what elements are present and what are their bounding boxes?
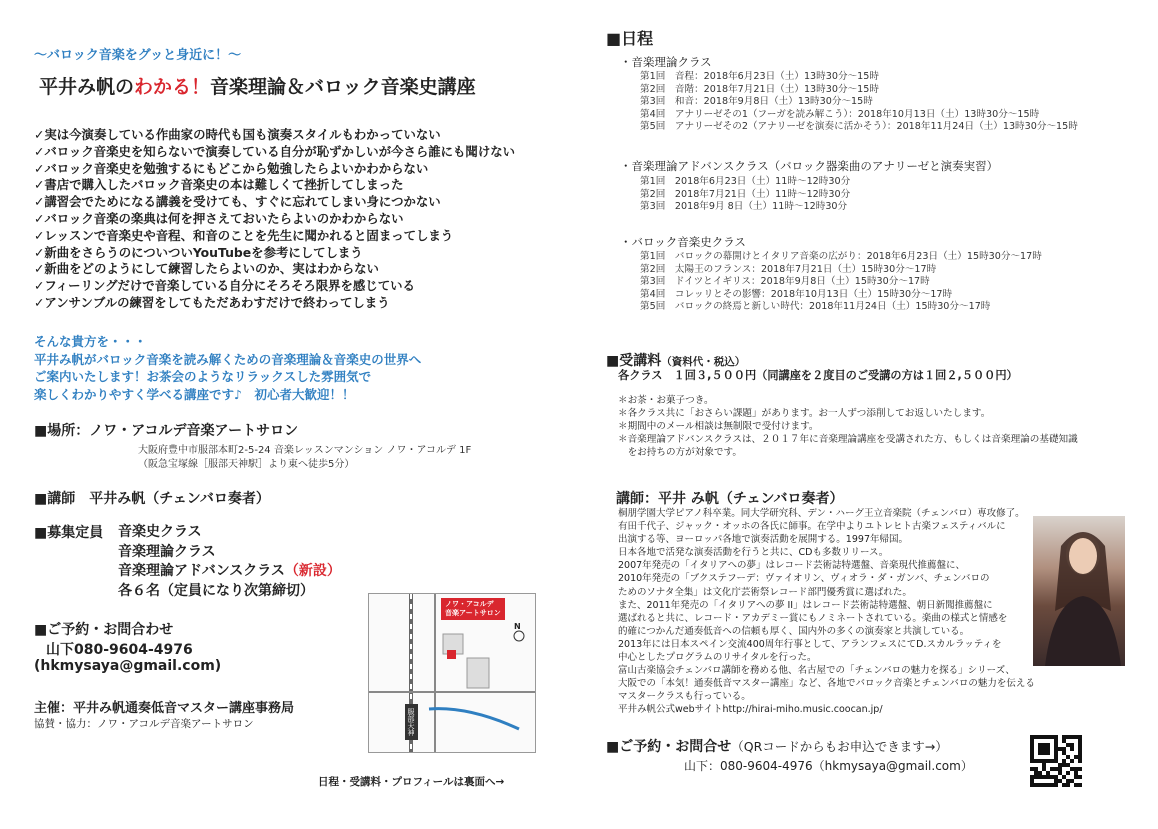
bio-line: 出演する等、ヨーロッパ各地で演奏活動を展開する。1997年帰国。 [618,534,908,546]
qr-module [1054,779,1058,783]
class-heading: ・音楽理論アドバンスクラス（バロック器楽曲のアナリーゼと演奏実習） [620,159,999,173]
qr-module [1034,759,1038,763]
qr-module [1042,747,1046,751]
schedule-list [640,71,1078,134]
qr-module [1054,751,1058,755]
qr-module [1030,735,1034,739]
qr-module [1034,775,1038,779]
bio-line: ためのソナタ全集」は文化庁芸術祭レコード部門優秀賞に選ばれた。 [618,586,912,598]
qr-module [1038,771,1042,775]
qr-module [1078,739,1082,743]
qr-module [1038,751,1042,755]
promo-line: 平井み帆がバロック音楽を読み解くための音楽理論＆音楽史の世界へ [34,351,422,367]
qr-module [1046,783,1050,787]
check-icon: ✓ [34,194,45,210]
river [429,709,519,729]
qr-module [1058,779,1062,783]
schedule-item: 第1回 音程：2018年6月23日（土）13時30分～15時 [640,71,879,82]
bio-line: 中心としたプログラムのリサイタルを行った。 [618,652,817,664]
footer-note: 日程・受講料・プロフィールは裏面へ→ [318,776,505,788]
qr-module [1078,759,1082,763]
check-icon: ✓ [34,210,45,226]
contact-label: ■ご予約・お問合わせ [34,622,174,638]
schedule-item: 第3回 和音：2018年9月8日（土）13時30分～15時 [640,96,873,108]
qr-code-icon[interactable] [1030,735,1082,787]
qr-module [1054,775,1058,779]
capacity-note: 各６名（定員になり次第締切） [118,582,314,599]
new-badge: （新設） [284,563,341,579]
checklist-text: フィーリングだけで音楽している自分にそろそろ限界を感じている [44,278,415,294]
bio-line: 2007年発売の「イタリアへの夢」はレコード芸術誌特選盤、音楽現代推薦盤に、 [618,560,965,572]
checklist-text: アンサンブルの練習をしてもただあわすだけで終わってしまう [44,294,390,310]
instructor-photo [1033,516,1125,666]
qr-module [1030,739,1034,743]
checklist-item [34,177,515,194]
check-icon: ✓ [34,227,45,243]
qr-module [1034,767,1038,771]
qr-module [1054,735,1058,739]
bio-line: 平井み帆公式webサイトhttp://hirai-miho.music.coocan.jp/ [618,704,883,716]
profile-bio [618,507,1035,717]
instructor-label: ■講師 平井み帆（チェンバロ奏者） [34,491,270,507]
page-title [39,72,476,99]
promo-text [34,333,421,403]
qr-module [1054,759,1058,763]
checklist-item [34,161,515,178]
note-item: をお持ちの方が対象です。 [618,447,742,458]
bio-line: 富山古楽協会チェンバロ講師を務める他、名古屋での「チェンバロの魅力を探る」シリーズ、 [618,665,1015,677]
salon-map-label [441,598,505,620]
qr-module [1042,783,1046,787]
north-arrow-icon [514,631,524,641]
qr-module [1070,779,1074,783]
fee-line: 各クラス １回３,５００円（同講座を２度目のご受講の方は１回２,５００円） [618,369,1018,382]
class-heading: ・バロック音楽史クラス [620,235,746,249]
check-icon: ✓ [34,127,45,142]
contact-line: 山下：080-9604-4976（hkmysaya@gmail.com） [684,759,973,773]
north-label: N [514,622,521,631]
checklist-text: 書店で購入したバロック音楽史の本は難しくて挫折してしまった [44,177,404,193]
note-item: ＊音楽理論アドバンスクラスは、２０１７年に音楽理論講座を受講された方、もしくは音楽理論の基礎知識 [618,434,1078,445]
contact-phone: 山下080-9604-4976 [46,642,193,658]
checklist-text: レッスンで音楽史や音程、和音のことを先生に聞かれると固まってしまう [44,227,454,243]
note-item: ＊お茶・お菓子つき。 [618,395,714,406]
salon-marker [447,650,456,659]
qr-module [1078,735,1082,739]
qr-module [1050,767,1054,771]
salon-map-label-line: 音楽アートサロン [445,609,501,617]
checklist-text: バロック音楽史を勉強するにもどこから勉強したらよいかわからない [44,160,429,176]
qr-module [1070,759,1074,763]
checklist-text: 実は今演奏している作曲家の時代も国も演奏スタイルもわかっていない [44,127,441,142]
contact-qr-note: （QRコードからもお申込できます→） [731,739,948,754]
qr-module [1046,735,1050,739]
qr-module [1074,735,1078,739]
qr-module [1046,751,1050,755]
qr-module [1042,743,1046,747]
qr-module [1038,743,1042,747]
qr-module [1030,767,1034,771]
qr-module [1030,755,1034,759]
title-post: 音楽理論＆バロック音楽史講座 [210,76,476,98]
right-page [580,0,1158,829]
qr-module [1042,751,1046,755]
schedule-item: 第2回 音階：2018年7月21日（土）13時30分～15時 [640,83,879,95]
qr-module [1058,771,1062,775]
schedule-item: 第1回 バロックの幕開けとイタリア音楽の広がり：2018年6月23日（土）15時30分～17時 [640,251,1042,262]
title-highlight: わかる！ [134,76,211,98]
capacity-item-label: 音楽理論アドバンスクラス [118,563,285,579]
qr-module [1050,759,1054,763]
note-item: ＊各クラス共に「おさらい課題」があります。お一人ずつ添削してお返しいたします。 [618,408,991,419]
promo-line: 楽しくわかりやすく学べる講座です♪ 初心者大歓迎！！ [34,386,355,402]
qr-module [1030,751,1034,755]
qr-module [1038,735,1042,739]
qr-module [1070,743,1074,747]
checklist-text: 講習会でためになる講義を受けても、すぐに忘れてしまい身につかない [44,194,441,210]
checklist-item [34,261,515,278]
qr-module [1066,783,1070,787]
qr-module [1046,771,1050,775]
check-icon: ✓ [34,278,45,294]
qr-module [1046,775,1050,779]
qr-module [1042,735,1046,739]
qr-module [1054,747,1058,751]
organizer: 主催：平井み帆通奏低音マスター講座事務局 [34,701,295,716]
class-heading: ・音楽理論クラス [620,55,712,69]
checklist [34,127,515,312]
tagline: ～バロック音楽をグッと身近に！～ [34,48,242,63]
qr-module [1066,763,1070,767]
qr-module [1054,739,1058,743]
checklist-text: バロック音楽史を知らないで演奏している自分が恥ずかしいが今さら誰にも聞けない [44,143,515,159]
capacity-item: 音楽理論クラス [118,543,216,560]
qr-code[interactable] [1030,735,1082,787]
qr-module [1046,747,1050,751]
check-icon: ✓ [34,261,45,277]
bio-line: 日本各地で活発な演奏活動を行うと共に、CDも多数リリース。 [618,547,889,559]
qr-module [1042,775,1046,779]
qr-module [1074,783,1078,787]
fee-title: ■受講料 [606,353,662,369]
schedule-item: 第2回 太陽王のフランス：2018年7月21日（土）15時30分～17時 [640,263,937,275]
qr-module [1078,743,1082,747]
qr-module [1054,743,1058,747]
checklist-item [34,211,515,228]
bio-line: 桐朋学園大学ピアノ科卒業。同大学研究科、デン・ハーグ王立音楽院（チェンバロ）専攻修了。 [618,508,1025,519]
capacity-item [118,562,341,582]
qr-module [1070,747,1074,751]
qr-module [1054,767,1058,771]
qr-module [1066,735,1070,739]
qr-module [1074,775,1078,779]
schedule-item: 第4回 コレッリとその影響：2018年10月13日（土）15時30分～17時 [640,288,953,300]
station-label: 服部天神 [407,708,415,736]
qr-module [1078,755,1082,759]
cooperation: 協賛・協力：ノワ・アコルデ音楽アートサロン [34,718,254,730]
qr-module [1030,779,1034,783]
qr-module [1074,755,1078,759]
qr-module [1066,779,1070,783]
qr-module [1078,775,1082,779]
contact-title: ■ご予約・お問合せ [606,739,732,755]
qr-module [1058,763,1062,767]
qr-module [1074,771,1078,775]
qr-module [1050,735,1054,739]
checklist-item [34,127,515,144]
qr-module [1046,759,1050,763]
schedule-item: 第5回 バロックの終焉と新しい時代：2018年11月24日（土）15時30分～17時 [640,301,991,313]
qr-module [1050,775,1054,779]
qr-module [1062,783,1066,787]
venue-label: ■場所：ノワ・アコルデ音楽アートサロン [34,423,299,439]
salon-map-label-line: ノワ・アコルデ [445,600,494,608]
qr-module [1062,735,1066,739]
qr-module [1062,739,1066,743]
qr-module [1042,767,1046,771]
schedule-item: 第1回 2018年6月23日（土）11時～12時30分 [640,176,851,187]
schedule-item: 第5回 アナリーゼその2（アナリーゼを演奏に活かそう）：2018年11月24日（土）13時30分～15時 [640,121,1078,133]
qr-module [1034,783,1038,787]
checklist-item [34,245,515,262]
qr-module [1062,775,1066,779]
qr-module [1078,767,1082,771]
qr-module [1046,743,1050,747]
check-icon: ✓ [34,244,45,260]
fee-subtitle: （資料代・税込） [661,356,746,368]
contact-heading [606,736,948,756]
qr-module [1042,763,1046,767]
qr-module [1066,755,1070,759]
qr-module [1034,735,1038,739]
qr-module [1030,759,1034,763]
qr-module [1038,783,1042,787]
bio-line: 大阪での「本気！通奏低音マスター講座」など、各地でバロック音楽とチェンバロの魅力を伝える [618,678,1035,690]
schedule-item: 第3回 ドイツとイギリス：2018年9月8日（土）15時30分～17時 [640,276,930,288]
venue-address: 大阪府豊中市服部本町2-5-24 音楽レッスンマンション ノワ・アコルデ 1F [138,445,472,456]
qr-module [1070,767,1074,771]
qr-module [1070,735,1074,739]
qr-module [1038,747,1042,751]
qr-module [1078,747,1082,751]
title-pre: 平井み帆の [39,76,135,98]
check-icon: ✓ [34,143,45,159]
qr-module [1066,743,1070,747]
schedule-list [640,176,850,214]
note-item: ＊期間中のメール相談は無制限で受付けます。 [618,421,819,432]
schedule-item: 第4回 アナリーゼその1（フーガを読み解こう）：2018年10月13日（土）13時30分～15時 [640,108,1040,120]
bio-line: 2010年発売の「ブクステフーデ：ヴァイオリン、ヴィオラ・ダ・ガンバ、チェンバロの [618,573,990,585]
bio-line: マスタークラスも行っている。 [618,691,751,703]
qr-module [1062,751,1066,755]
qr-module [1062,763,1066,767]
qr-module [1034,771,1038,775]
bio-line: また、2011年発売の「イタリアへの夢 II」はレコード芸術誌特選盤、朝日新聞推薦盤に [618,599,993,611]
qr-module [1054,783,1058,787]
schedule-heading: ■日程 [606,29,654,48]
capacity-list [118,523,341,601]
notes [618,394,1078,459]
check-icon: ✓ [34,294,45,310]
qr-module [1030,747,1034,751]
checklist-item [34,228,515,245]
checklist-text: 新曲をどのようにして練習したらよいのか、実はわからない [44,261,379,277]
checklist-item [34,295,515,312]
qr-module [1074,767,1078,771]
qr-module [1042,759,1046,763]
qr-module [1038,775,1042,779]
qr-module [1030,783,1034,787]
venue-access: （阪急宝塚線［服部天神駅］より東へ徒歩5分） [138,459,355,470]
qr-module [1058,747,1062,751]
bio-line: 選ばれると共に、レコード・アカデミー賞にもノミネートされている。楽曲の様式と情感を [618,612,1008,624]
bio-line: 有田千代子、ジャック・オッホの各氏に師事。在学中よりユトレヒト古楽フェスティバルに [618,521,1006,533]
check-icon: ✓ [34,160,45,176]
qr-module [1050,783,1054,787]
qr-module [1038,759,1042,763]
access-map [368,593,536,753]
qr-module [1030,775,1034,779]
bio-line: 2013年には日本スペイン交流400周年行事として、アランフェスにてD.スカルラッティを [618,638,1002,650]
schedule-list [640,251,1042,314]
checklist-item [34,194,515,211]
qr-module [1062,747,1066,751]
qr-module [1054,755,1058,759]
qr-module [1066,771,1070,775]
checklist-text: バロック音楽の楽典は何を押さえておいたらよいのかわからない [44,210,404,226]
capacity-item: 音楽史クラス [118,524,202,540]
checklist-text: 新曲をさらうのについついYouTubeを参考にしてしまう [44,244,363,260]
profile-heading: 講師：平井 み帆（チェンバロ奏者） [616,491,844,507]
checklist-item [34,144,515,161]
contact-email: (hkmysaya@gmail.com) [34,658,222,674]
qr-module [1078,751,1082,755]
capacity-label: ■募集定員 [34,525,104,541]
promo-line: そんな貴方を・・・ [34,334,147,349]
check-icon: ✓ [34,177,45,193]
promo-line: ご案内いたします！お茶会のようなリラックスした雰囲気で [34,369,372,385]
portrait-drawing [1033,516,1125,666]
schedule-item: 第2回 2018年7月21日（土）11時～12時30分 [640,188,851,200]
checklist-item [34,278,515,295]
qr-module [1030,743,1034,747]
qr-module [1062,759,1066,763]
bio-line: 的確につかんだ通奏低音への信頼も厚く、国内外の多くの演奏家と共演している。 [618,625,970,637]
qr-module [1058,767,1062,771]
schedule-item: 第3回 2018年9月 8日（土）11時～12時30分 [640,201,848,213]
building-block [467,658,489,688]
qr-module [1078,783,1082,787]
face-front [1069,538,1097,574]
